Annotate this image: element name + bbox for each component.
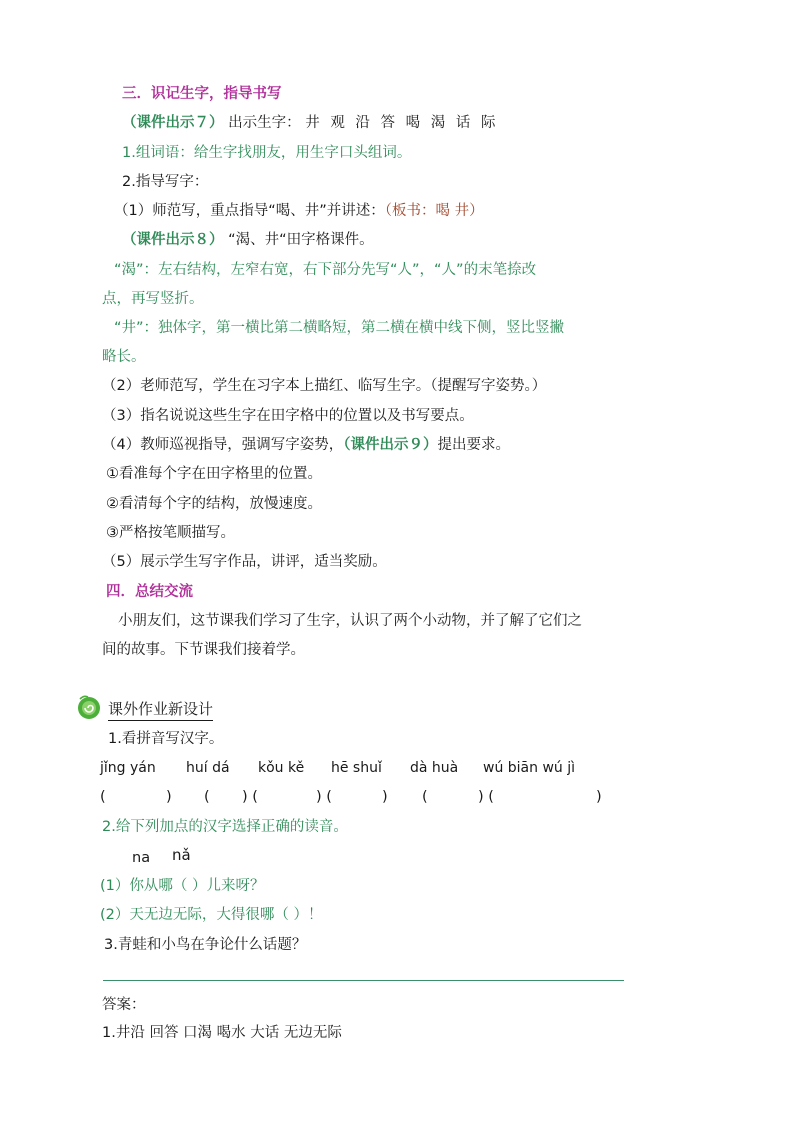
section3-p10	[102, 435, 510, 455]
new-chars: 井 观 沿 答 喝 渴 话 际	[305, 115, 496, 131]
pinyin-4: hē shuǐ	[331, 760, 382, 776]
homework-q3: 3.青蛙和小鸟在争论什么话题？	[104, 937, 307, 953]
section3-p3: 2.指导写字：	[122, 174, 209, 190]
section3-p2: 1.组词语：给生字找朋友，用生字口头组词。	[122, 145, 412, 161]
answer-1: 1.井沿 回答 口渴 喝水 大话 无边无际	[102, 1025, 342, 1041]
show-chars-label: 出示生字：	[228, 115, 301, 131]
section4-title: 四．总结交流	[106, 584, 193, 600]
answer-line	[103, 980, 624, 981]
blank-open-1[interactable]: (	[100, 789, 106, 805]
teacher-demo-text: （1）师范写，重点指导“喝、井”并讲述：	[114, 203, 385, 219]
courseware-tag-8: （课件出示８）	[122, 232, 224, 248]
homework-q2-s2: (2）天无边无际，大得很哪（ ）！	[100, 907, 323, 923]
patrol-text: （4）教师巡视指导，强调写字姿势，	[102, 437, 344, 453]
blank-close-3-open-4[interactable]: ) (	[316, 789, 332, 805]
blank-close-1: )	[166, 789, 172, 805]
requirement-2: ②看清每个字的结构，放慢速度。	[106, 496, 322, 512]
reading-option-1: na	[132, 850, 151, 866]
reading-option-2: nǎ	[172, 846, 191, 864]
blank-close-6: )	[596, 789, 602, 805]
grid-courseware-text: “渴、井“田字格课件。	[228, 232, 374, 248]
answer-label: 答案：	[102, 997, 146, 1013]
requirement-text: 提出要求。	[437, 437, 510, 453]
section3-p7a: “井”：独体字，第一横比第二横略短，第二横在横中线下侧，竖比竖撇	[114, 320, 565, 336]
section3-p9: （3）指名说说这些生字在田字格中的位置以及书写要点。	[102, 408, 474, 424]
pinyin-2: huí dá	[186, 760, 230, 776]
section3-p6a: “渴”：左右结构，左窄右宽，右下部分先写“人”，“人”的末笔捺改	[114, 262, 537, 278]
blank-row	[100, 787, 620, 807]
homework-title: 课外作业新设计	[108, 699, 213, 721]
section3-p1	[122, 113, 495, 133]
pinyin-1: jǐng yán	[100, 760, 156, 776]
section3-p5	[122, 230, 374, 250]
board-note: （板书：喝 井）	[384, 203, 484, 219]
blank-close-5-open-6[interactable]: ) (	[478, 789, 494, 805]
section4-p1b: 间的故事。下节课我们接着学。	[102, 642, 305, 658]
section4-p1a: 小朋友们，这节课我们学习了生字，认识了两个小动物，并了解了它们之	[118, 613, 582, 629]
homework-q2-s1: (1）你从哪（ ）儿来呀？	[100, 878, 265, 894]
homework-q2: 2.给下列加点的汉字选择正确的读音。	[102, 819, 348, 835]
section3-title: 三．识记生字，指导书写	[122, 86, 282, 102]
blank-close-2-open-3[interactable]: ) (	[242, 789, 258, 805]
courseware-tag-9: （课件出示９）	[343, 437, 438, 453]
section3-p7b: 略长。	[102, 349, 146, 365]
pinyin-5: dà huà	[410, 760, 459, 776]
courseware-tag-7: （课件出示７）	[122, 115, 224, 131]
pinyin-3: kǒu kě	[258, 760, 305, 776]
pinyin-6: wú biān wú jì	[483, 760, 576, 776]
section3-p6b: 点，再写竖折。	[102, 291, 204, 307]
section3-p14: （5）展示学生写字作品，讲评，适当奖励。	[102, 554, 387, 570]
section3-p8: （2）老师范写，学生在习字本上描红、临写生字。（提醒写字姿势。）	[102, 378, 547, 394]
blank-close-4: )	[382, 789, 388, 805]
requirement-3: ③严格按笔顺描写。	[106, 525, 235, 541]
section3-p4	[114, 201, 484, 221]
blank-open-2[interactable]: (	[204, 789, 210, 805]
blank-open-5[interactable]: (	[422, 789, 428, 805]
requirement-1: ①看准每个字在田字格里的位置。	[106, 466, 322, 482]
homework-q1: 1.看拼音写汉字。	[108, 731, 224, 747]
snail-leaf-icon	[76, 694, 102, 720]
